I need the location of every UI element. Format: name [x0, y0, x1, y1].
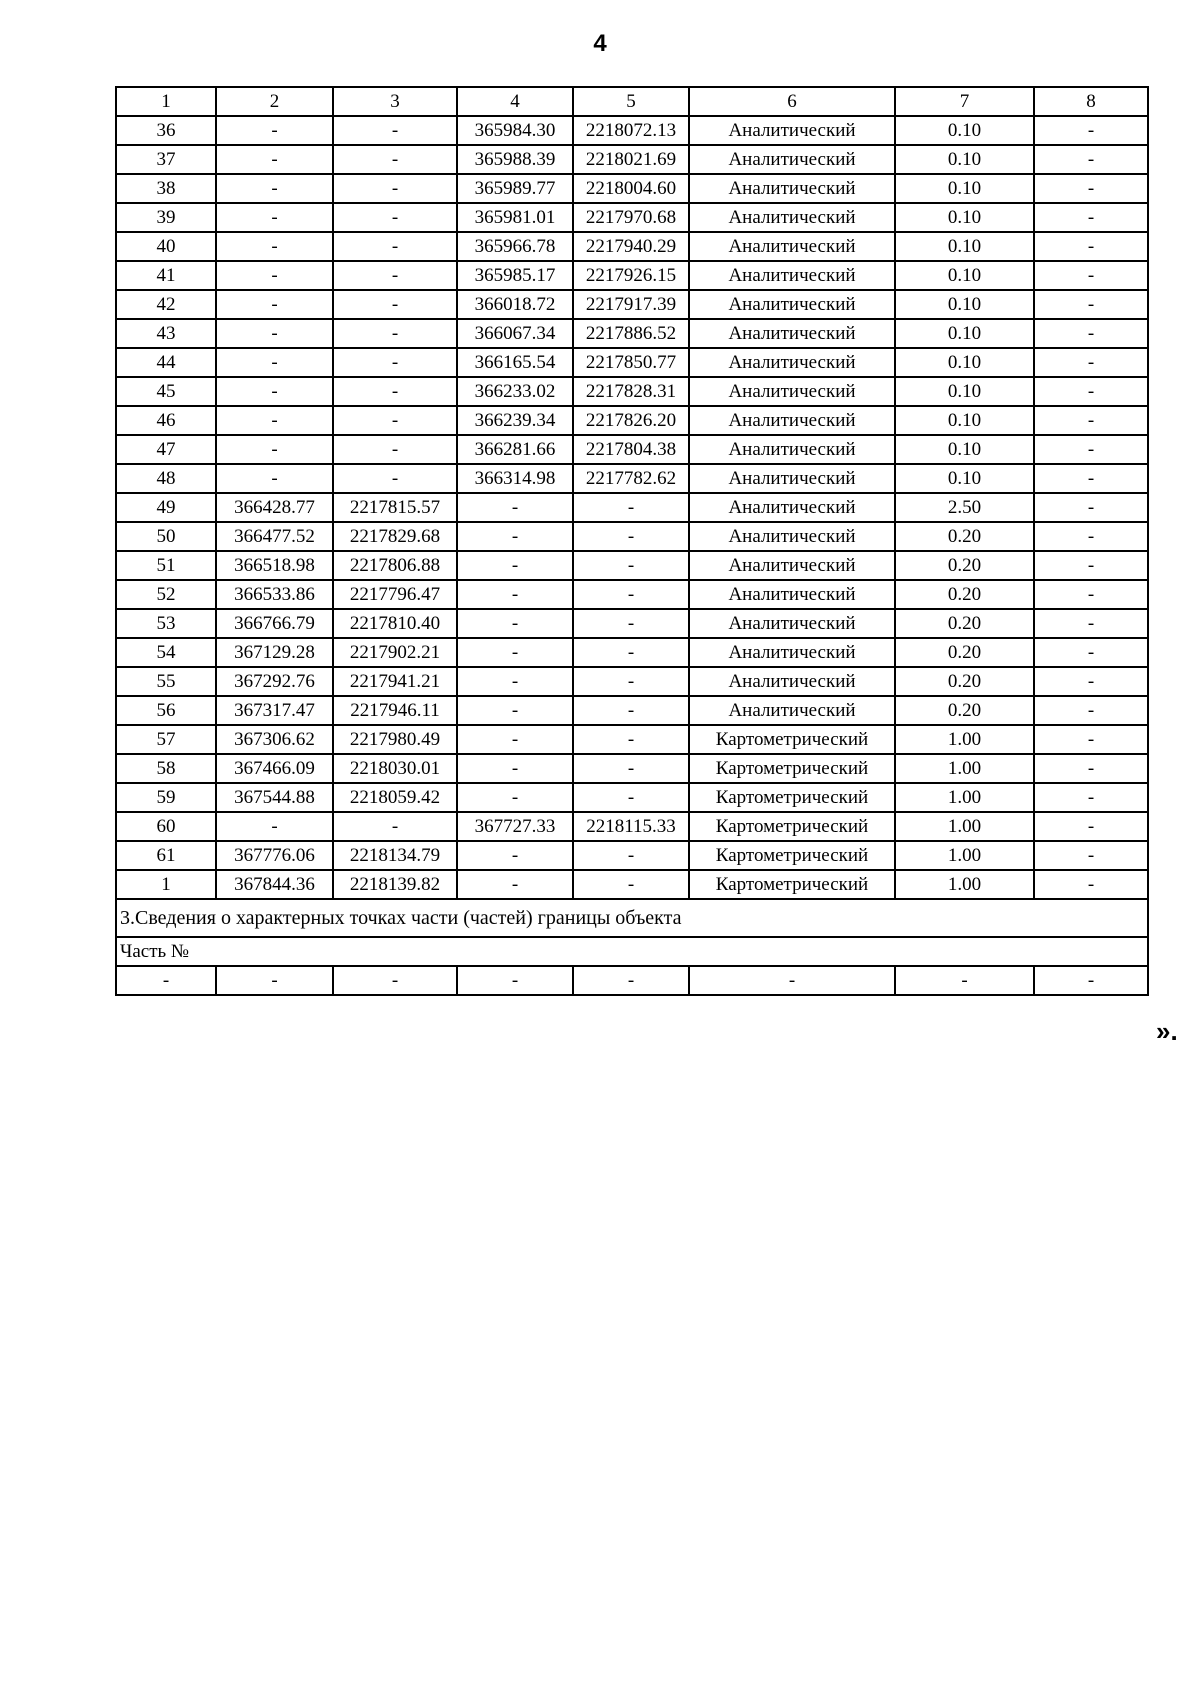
table-row: [116, 841, 1148, 870]
table-cell: 366233.02: [457, 377, 573, 406]
table-cell: -: [1034, 261, 1148, 290]
table-cell: 0.10: [895, 435, 1034, 464]
table-cell: -: [1034, 812, 1148, 841]
table-cell: -: [457, 667, 573, 696]
table-row: [116, 870, 1148, 899]
table-cell: -: [216, 348, 333, 377]
table-cell: 366766.79: [216, 609, 333, 638]
table-row: [116, 696, 1148, 725]
table-cell: 1.00: [895, 870, 1034, 899]
table-cell: -: [333, 966, 457, 995]
table-cell: Картометрический: [689, 812, 895, 841]
table-cell: 2218059.42: [333, 783, 457, 812]
table-cell: Аналитический: [689, 319, 895, 348]
table-row: [116, 203, 1148, 232]
table-cell: 2217970.68: [573, 203, 689, 232]
table-cell: 58: [116, 754, 216, 783]
table-cell: -: [457, 551, 573, 580]
table-cell: 0.20: [895, 522, 1034, 551]
table-cell: -: [216, 145, 333, 174]
table-cell: Аналитический: [689, 638, 895, 667]
table-cell: 2218004.60: [573, 174, 689, 203]
table-cell: -: [457, 493, 573, 522]
table-cell: 366477.52: [216, 522, 333, 551]
table-cell: 0.20: [895, 580, 1034, 609]
table-row: [116, 580, 1148, 609]
table-cell: 0.10: [895, 145, 1034, 174]
header-cell: 8: [1034, 87, 1148, 116]
table-cell: 366314.98: [457, 464, 573, 493]
table-cell: 367306.62: [216, 725, 333, 754]
table-cell: 2218030.01: [333, 754, 457, 783]
table-cell: -: [573, 580, 689, 609]
table-cell: -: [573, 783, 689, 812]
table-cell: 50: [116, 522, 216, 551]
table-cell: 37: [116, 145, 216, 174]
section-row: [116, 899, 1148, 937]
table-cell: 2217782.62: [573, 464, 689, 493]
table-row: [116, 406, 1148, 435]
table-cell: -: [1034, 841, 1148, 870]
table-cell: 2217826.20: [573, 406, 689, 435]
table-cell: Аналитический: [689, 464, 895, 493]
table-cell: -: [333, 406, 457, 435]
table-cell: 2217806.88: [333, 551, 457, 580]
table-row: [116, 754, 1148, 783]
section-title: 3.Сведения о характерных точках части (частей) границы объекта: [116, 899, 1148, 937]
closing-quote: ».: [1156, 1016, 1178, 1046]
table-cell: 367776.06: [216, 841, 333, 870]
table-cell: 366518.98: [216, 551, 333, 580]
table-cell: 40: [116, 232, 216, 261]
table-row: [116, 116, 1148, 145]
table-cell: 42: [116, 290, 216, 319]
table-cell: Аналитический: [689, 145, 895, 174]
table-cell: 0.10: [895, 116, 1034, 145]
table-cell: 2217828.31: [573, 377, 689, 406]
table-cell: Картометрический: [689, 754, 895, 783]
table-row: [116, 145, 1148, 174]
table-cell: 366281.66: [457, 435, 573, 464]
table-cell: Аналитический: [689, 696, 895, 725]
table-cell: 365966.78: [457, 232, 573, 261]
table-cell: -: [457, 966, 573, 995]
table-row: [116, 348, 1148, 377]
part-label: Часть №: [116, 937, 1148, 966]
table-cell: -: [573, 754, 689, 783]
table-cell: 43: [116, 319, 216, 348]
table-row: [116, 551, 1148, 580]
coordinates-table: [115, 86, 1149, 996]
table-cell: 0.20: [895, 609, 1034, 638]
table-cell: -: [1034, 754, 1148, 783]
table-cell: -: [1034, 580, 1148, 609]
table-cell: -: [1034, 870, 1148, 899]
table-cell: -: [216, 812, 333, 841]
table-cell: 0.10: [895, 319, 1034, 348]
table-cell: -: [1034, 406, 1148, 435]
table-cell: -: [216, 377, 333, 406]
table-cell: -: [457, 725, 573, 754]
table-cell: -: [1034, 145, 1148, 174]
page-number: 4: [593, 30, 607, 57]
table-cell: 367544.88: [216, 783, 333, 812]
table-cell: -: [216, 116, 333, 145]
table-cell: 2217850.77: [573, 348, 689, 377]
table-cell: 2217829.68: [333, 522, 457, 551]
table-cell: -: [1034, 319, 1148, 348]
table-cell: Картометрический: [689, 783, 895, 812]
table-row: [116, 290, 1148, 319]
table-cell: -: [457, 841, 573, 870]
table-cell: 2217980.49: [333, 725, 457, 754]
empty-part-row: [116, 966, 1148, 995]
table-cell: 0.10: [895, 377, 1034, 406]
table-cell: 367292.76: [216, 667, 333, 696]
table-cell: 2217886.52: [573, 319, 689, 348]
table-cell: -: [216, 290, 333, 319]
table-cell: -: [333, 812, 457, 841]
table-footer: [116, 899, 1148, 995]
table-cell: 0.10: [895, 261, 1034, 290]
table-cell: -: [1034, 725, 1148, 754]
table-cell: -: [1034, 551, 1148, 580]
table-cell: 2218134.79: [333, 841, 457, 870]
table-cell: 365981.01: [457, 203, 573, 232]
table-cell: -: [573, 966, 689, 995]
table-cell: -: [895, 966, 1034, 995]
table-row: [116, 493, 1148, 522]
table-cell: -: [573, 667, 689, 696]
table-cell: -: [333, 377, 457, 406]
table-cell: 49: [116, 493, 216, 522]
table-cell: -: [216, 261, 333, 290]
table-cell: 2218021.69: [573, 145, 689, 174]
header-cell: 1: [116, 87, 216, 116]
table-cell: 1.00: [895, 783, 1034, 812]
table-cell: 365988.39: [457, 145, 573, 174]
table-cell: 51: [116, 551, 216, 580]
table-cell: 2218115.33: [573, 812, 689, 841]
table-cell: 1.00: [895, 841, 1034, 870]
table-cell: 2217810.40: [333, 609, 457, 638]
table-cell: 46: [116, 406, 216, 435]
table-cell: -: [1034, 966, 1148, 995]
header-cell: 3: [333, 87, 457, 116]
table-cell: 2217941.21: [333, 667, 457, 696]
table-cell: 45: [116, 377, 216, 406]
table-row: [116, 174, 1148, 203]
table-cell: -: [457, 609, 573, 638]
table-cell: -: [1034, 609, 1148, 638]
table-cell: 38: [116, 174, 216, 203]
table-cell: 2218072.13: [573, 116, 689, 145]
table-cell: 1.00: [895, 754, 1034, 783]
table-cell: 0.10: [895, 174, 1034, 203]
table-cell: Аналитический: [689, 406, 895, 435]
table-row: [116, 319, 1148, 348]
table-cell: 0.20: [895, 638, 1034, 667]
table-cell: 366018.72: [457, 290, 573, 319]
table-cell: 0.20: [895, 667, 1034, 696]
table-cell: -: [216, 966, 333, 995]
table-cell: -: [333, 348, 457, 377]
table-row: [116, 725, 1148, 754]
table-row: [116, 638, 1148, 667]
table-cell: 366067.34: [457, 319, 573, 348]
table-cell: -: [457, 638, 573, 667]
header-cell: 5: [573, 87, 689, 116]
table-cell: -: [1034, 667, 1148, 696]
table-row: [116, 377, 1148, 406]
table-cell: 366165.54: [457, 348, 573, 377]
table-cell: Картометрический: [689, 870, 895, 899]
header-cell: 7: [895, 87, 1034, 116]
table-cell: 57: [116, 725, 216, 754]
table-cell: -: [216, 319, 333, 348]
table-cell: 0.20: [895, 696, 1034, 725]
table-cell: -: [1034, 174, 1148, 203]
table-cell: Картометрический: [689, 725, 895, 754]
table-cell: -: [573, 696, 689, 725]
table-cell: Аналитический: [689, 493, 895, 522]
table-cell: 2217804.38: [573, 435, 689, 464]
table-cell: Аналитический: [689, 667, 895, 696]
part-row: [116, 937, 1148, 966]
table-cell: 39: [116, 203, 216, 232]
table-cell: -: [333, 203, 457, 232]
header-row: [116, 87, 1148, 116]
table-cell: Аналитический: [689, 522, 895, 551]
table-cell: -: [1034, 696, 1148, 725]
table-cell: 2217946.11: [333, 696, 457, 725]
table-cell: -: [1034, 116, 1148, 145]
table-cell: -: [1034, 348, 1148, 377]
table-cell: Аналитический: [689, 232, 895, 261]
table-body: [116, 87, 1148, 899]
table-cell: -: [216, 435, 333, 464]
table-cell: -: [457, 783, 573, 812]
table-cell: 0.10: [895, 290, 1034, 319]
table-cell: 2217940.29: [573, 232, 689, 261]
table-cell: 48: [116, 464, 216, 493]
table-cell: 47: [116, 435, 216, 464]
table-cell: Аналитический: [689, 551, 895, 580]
table-cell: 60: [116, 812, 216, 841]
table-cell: -: [573, 609, 689, 638]
table-cell: Аналитический: [689, 203, 895, 232]
table-cell: -: [457, 754, 573, 783]
table-cell: -: [1034, 464, 1148, 493]
table-cell: 0.20: [895, 551, 1034, 580]
table-cell: -: [333, 464, 457, 493]
table-row: [116, 522, 1148, 551]
table-cell: 55: [116, 667, 216, 696]
table-cell: 2217815.57: [333, 493, 457, 522]
table-cell: Аналитический: [689, 261, 895, 290]
table-cell: 367727.33: [457, 812, 573, 841]
table-row: [116, 464, 1148, 493]
table-cell: -: [573, 522, 689, 551]
table-row: [116, 783, 1148, 812]
table-cell: Аналитический: [689, 580, 895, 609]
table-cell: 2217796.47: [333, 580, 457, 609]
table-cell: 0.10: [895, 203, 1034, 232]
table-cell: 366533.86: [216, 580, 333, 609]
table-cell: 0.10: [895, 406, 1034, 435]
table-cell: -: [1034, 638, 1148, 667]
table-row: [116, 435, 1148, 464]
table-cell: -: [333, 174, 457, 203]
table-cell: -: [1034, 232, 1148, 261]
table-cell: 52: [116, 580, 216, 609]
header-cell: 4: [457, 87, 573, 116]
table-cell: -: [457, 522, 573, 551]
table-cell: -: [216, 174, 333, 203]
table-cell: 2217926.15: [573, 261, 689, 290]
table-cell: -: [333, 319, 457, 348]
table-cell: 366239.34: [457, 406, 573, 435]
table-cell: 1.00: [895, 812, 1034, 841]
table-cell: 367844.36: [216, 870, 333, 899]
table-cell: 367466.09: [216, 754, 333, 783]
table-cell: 365984.30: [457, 116, 573, 145]
table-cell: 366428.77: [216, 493, 333, 522]
table-cell: 367317.47: [216, 696, 333, 725]
table-cell: 61: [116, 841, 216, 870]
table-cell: -: [333, 116, 457, 145]
table-cell: -: [116, 966, 216, 995]
table-cell: 2.50: [895, 493, 1034, 522]
table-cell: -: [457, 696, 573, 725]
table-cell: 1.00: [895, 725, 1034, 754]
table-cell: -: [573, 870, 689, 899]
table-row: [116, 261, 1148, 290]
table-cell: 365989.77: [457, 174, 573, 203]
table-cell: 41: [116, 261, 216, 290]
table-cell: -: [333, 261, 457, 290]
table-cell: -: [333, 145, 457, 174]
table-cell: 53: [116, 609, 216, 638]
table-cell: -: [216, 464, 333, 493]
table-cell: 56: [116, 696, 216, 725]
table-row: [116, 812, 1148, 841]
table-cell: 1: [116, 870, 216, 899]
table-cell: Аналитический: [689, 348, 895, 377]
table-cell: -: [457, 580, 573, 609]
table-cell: -: [1034, 783, 1148, 812]
table-cell: -: [216, 203, 333, 232]
header-cell: 6: [689, 87, 895, 116]
table-cell: -: [457, 870, 573, 899]
table-cell: 0.10: [895, 348, 1034, 377]
table-cell: -: [216, 406, 333, 435]
table-cell: 2217902.21: [333, 638, 457, 667]
table-cell: -: [573, 725, 689, 754]
table-cell: 0.10: [895, 464, 1034, 493]
header-cell: 2: [216, 87, 333, 116]
table-cell: -: [573, 638, 689, 667]
table-cell: Картометрический: [689, 841, 895, 870]
table-cell: -: [1034, 203, 1148, 232]
table-cell: Аналитический: [689, 174, 895, 203]
table-cell: 44: [116, 348, 216, 377]
table-cell: Аналитический: [689, 435, 895, 464]
table-cell: 54: [116, 638, 216, 667]
table-cell: Аналитический: [689, 116, 895, 145]
table-row: [116, 609, 1148, 638]
table-cell: -: [573, 551, 689, 580]
table-cell: -: [216, 232, 333, 261]
table-cell: Аналитический: [689, 290, 895, 319]
table-cell: -: [333, 290, 457, 319]
table-cell: -: [1034, 493, 1148, 522]
table-cell: 365985.17: [457, 261, 573, 290]
table-cell: 0.10: [895, 232, 1034, 261]
table-row: [116, 232, 1148, 261]
table-cell: -: [1034, 435, 1148, 464]
table-cell: -: [333, 435, 457, 464]
table-cell: -: [1034, 522, 1148, 551]
table-row: [116, 667, 1148, 696]
table-cell: 367129.28: [216, 638, 333, 667]
table-cell: 59: [116, 783, 216, 812]
table-cell: -: [689, 966, 895, 995]
table-cell: -: [1034, 290, 1148, 319]
table-cell: Аналитический: [689, 377, 895, 406]
table-cell: 2217917.39: [573, 290, 689, 319]
table-cell: -: [1034, 377, 1148, 406]
table-cell: -: [573, 493, 689, 522]
table-cell: -: [333, 232, 457, 261]
table-cell: 2218139.82: [333, 870, 457, 899]
table-cell: Аналитический: [689, 609, 895, 638]
table-cell: -: [573, 841, 689, 870]
table-cell: 36: [116, 116, 216, 145]
